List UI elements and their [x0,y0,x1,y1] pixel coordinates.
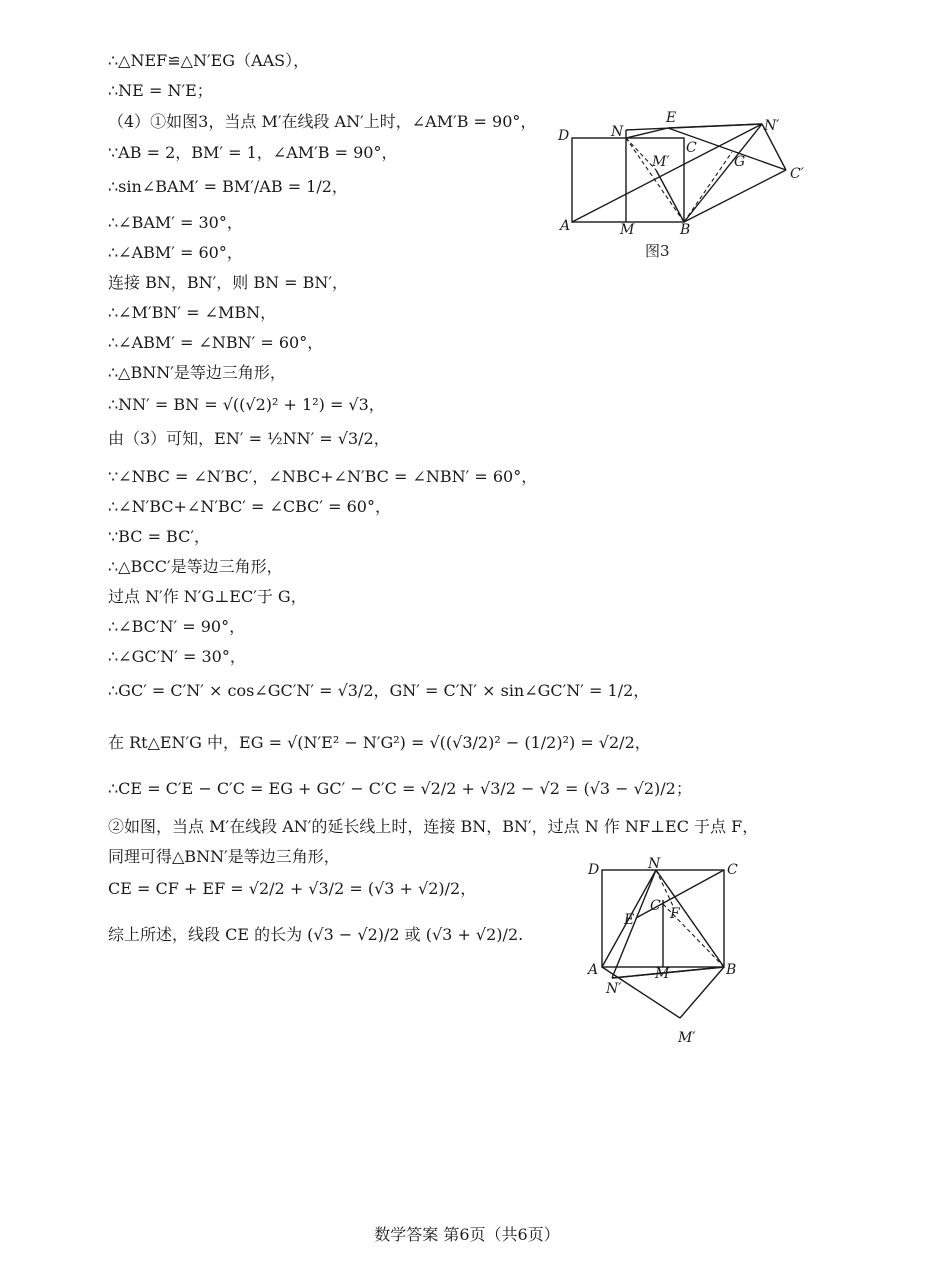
solution-line: ∴CE = C′E − C′C = EG + GC′ − C′C = √2/2 + √3/2 − √2 = (√3 − √2)/2； [108,779,692,798]
solution-line: ∴∠M′BN′ = ∠MBN， [108,303,277,322]
point-label-M: M [620,222,635,238]
point-label-C: C [686,140,697,156]
point-label-N: N [611,124,624,140]
geometry-figure-4 [580,850,750,1050]
solution-line: ∴△NEF≌△N′EG（AAS）， [108,51,310,70]
geometry-figure-3 [550,105,820,265]
point-label-A: A [588,962,599,978]
solution-line: ∴∠GC′N′ = 30°， [108,647,246,666]
page-footer: 数学答案 第6页（共6页） [374,1225,560,1244]
solution-line: 由（3）可知，EN′ = ½NN′ = √3/2， [108,429,390,448]
solution-line: 在 Rt△EN′G 中，EG = √(N′E² − N′G²) = √((√3/2)² − (1/2)²) = √2/2， [108,733,651,752]
point-label-C: C [727,862,738,878]
solution-line: ②如图，当点 M′在线段 AN′的延长线上时，连接 BN，BN′，过点 N 作 NF⊥EC 于点 F， [108,817,759,836]
solution-line: ∴∠ABM′ = 60°， [108,243,243,262]
point-label-M: M [655,966,670,982]
point-label-N-prime: N′ [606,981,622,997]
point-label-E: E [624,912,635,928]
point-label-M-prime: M′ [678,1030,696,1046]
solution-line: ∴∠ABM′ = ∠NBN′ = 60°， [108,333,324,352]
solution-line: ∴∠N′BC+∠N′BC′ = ∠CBC′ = 60°， [108,497,391,516]
point-label-D: D [588,862,600,878]
point-label-E: E [666,110,677,126]
solution-line: ∴NE = N′E； [108,81,213,100]
solution-line: ∴∠BAM′ = 30°， [108,213,243,232]
solution-line: ∴GC′ = C′N′ × cos∠GC′N′ = √3/2，GN′ = C′N′ × sin∠GC′N′ = 1/2， [108,681,650,700]
solution-line: ∵∠NBC = ∠N′BC′，∠NBC+∠N′BC = ∠NBN′ = 60°， [108,467,538,486]
point-label-B: B [726,962,737,978]
point-label-B: B [680,222,691,238]
point-label-G: G [734,154,746,170]
solution-line: ∵AB = 2，BM′ = 1，∠AM′B = 90°， [108,143,398,162]
solution-line: ∵BC = BC′， [108,527,210,546]
point-label-M-prime: M′ [652,154,670,170]
solution-line: ∴NN′ = BN = √((√2)² + 1²) = √3， [108,395,385,414]
solution-line: ∴△BCC′是等边三角形， [108,557,283,576]
solution-line: 同理可得△BNN′是等边三角形， [108,847,340,866]
point-label-F: F [670,906,680,922]
point-label-A: A [560,218,571,234]
point-label-D: D [558,128,570,144]
solution-line: ∴sin∠BAM′ = BM′/AB = 1/2， [108,177,348,196]
solution-line: ∴∠BC′N′ = 90°， [108,617,246,636]
figure-3-caption: 图3 [645,242,670,260]
point-label-N: N [648,856,661,872]
point-label-C-inner: C [650,898,661,914]
solution-line: ∴△BNN′是等边三角形， [108,363,286,382]
point-label-C-prime: C′ [790,166,804,182]
solution-line: 过点 N′作 N′G⊥EC′于 G， [108,587,307,606]
point-label-N-prime: N′ [764,118,780,134]
solution-line: CE = CF + EF = √2/2 + √3/2 = (√3 + √2)/2， [108,879,477,898]
solution-line: 连接 BN，BN′，则 BN = BN′， [108,273,349,292]
solution-line: 综上所述，线段 CE 的长为 (√3 − √2)/2 或 (√3 + √2)/2. [108,925,524,944]
solution-line: （4）①如图3，当点 M′在线段 AN′上时，∠AM′B = 90°， [108,112,537,131]
